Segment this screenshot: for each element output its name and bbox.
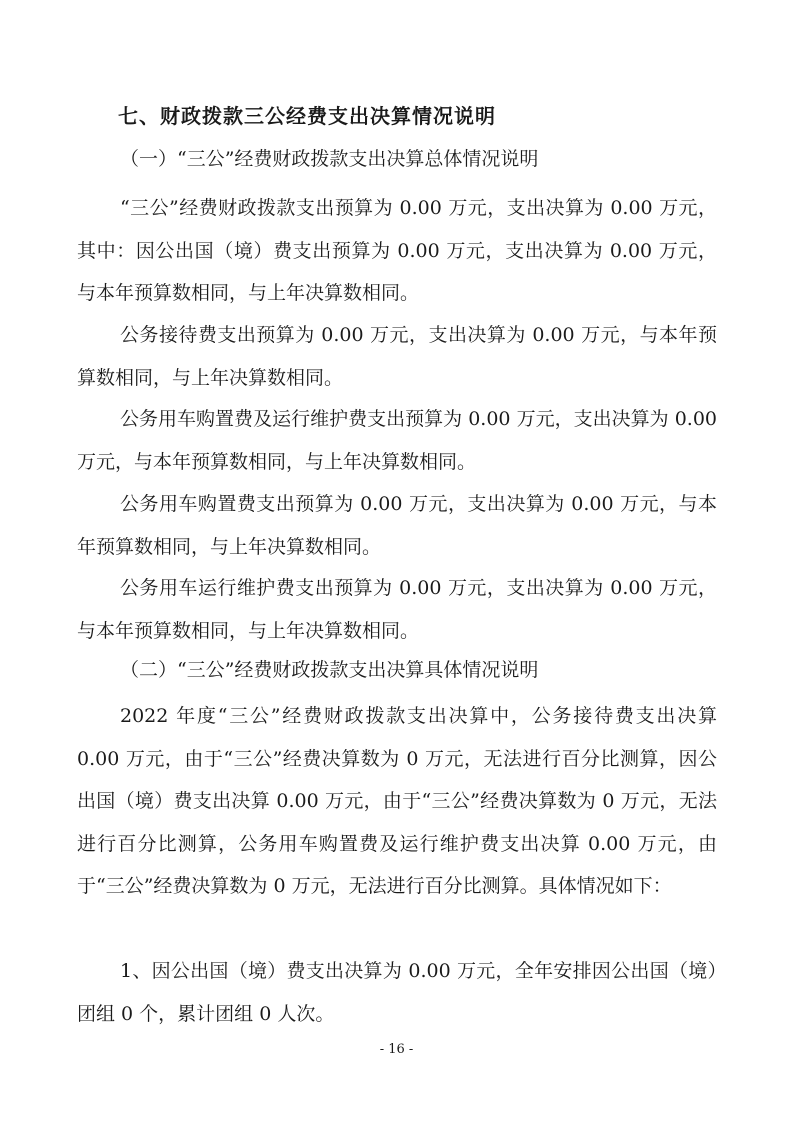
- page-number: - 16 -: [379, 1042, 414, 1057]
- subheading-overall: （一）“三公”经费财政拨款支出决算总体情况说明: [120, 148, 539, 170]
- paragraph-vehicle-maintenance: 公务用车运行维护费支出预算为 0.00 万元，支出决算为 0.00 万元，与本年预算数相同，与上年决算数相同。: [77, 577, 717, 642]
- paragraph-detail-summary: 2022 年度“三公”经费财政拨款支出决算中，公务接待费支出决算 0.00 万元，由于“三公”经费决算数为 0 万元，无法进行百分比测算，因公出国（境）费支出决算 0.00 万元，由于“三公”经费决算数为 0 万元，无法进行百分比测算，公务用车购置费及运行维护费支出决算 0.00 万元，由于“三公”经费决算数为 0 万元，无法进行百分比测算。具体情况如下：: [77, 705, 717, 897]
- paragraph-overseas-travel: 1、因公出国（境）费支出决算为 0.00 万元，全年安排因公出国（境）团组 0 个，累计团组 0 人次。: [77, 960, 717, 1025]
- paragraph-vehicle-total: 公务用车购置费及运行维护费支出预算为 0.00 万元，支出决算为 0.00 万元，与本年预算数相同，与上年决算数相同。: [77, 408, 717, 473]
- paragraph-vehicle-purchase: 公务用车购置费支出预算为 0.00 万元，支出决算为 0.00 万元，与本年预算数相同，与上年决算数相同。: [77, 493, 717, 558]
- section-heading: 七、财政拨款三公经费支出决算情况说明: [118, 104, 496, 128]
- subheading-detail: （二）“三公”经费财政拨款支出决算具体情况说明: [120, 659, 539, 681]
- paragraph-total-budget: “三公”经费财政拨款支出预算为 0.00 万元，支出决算为 0.00 万元，其中：因公出国（境）费支出预算为 0.00 万元，支出决算为 0.00 万元，与本年预算数相同，与上年决算数相同。: [77, 197, 717, 304]
- paragraph-reception: 公务接待费支出预算为 0.00 万元，支出决算为 0.00 万元，与本年预算数相同，与上年决算数相同。: [77, 324, 717, 389]
